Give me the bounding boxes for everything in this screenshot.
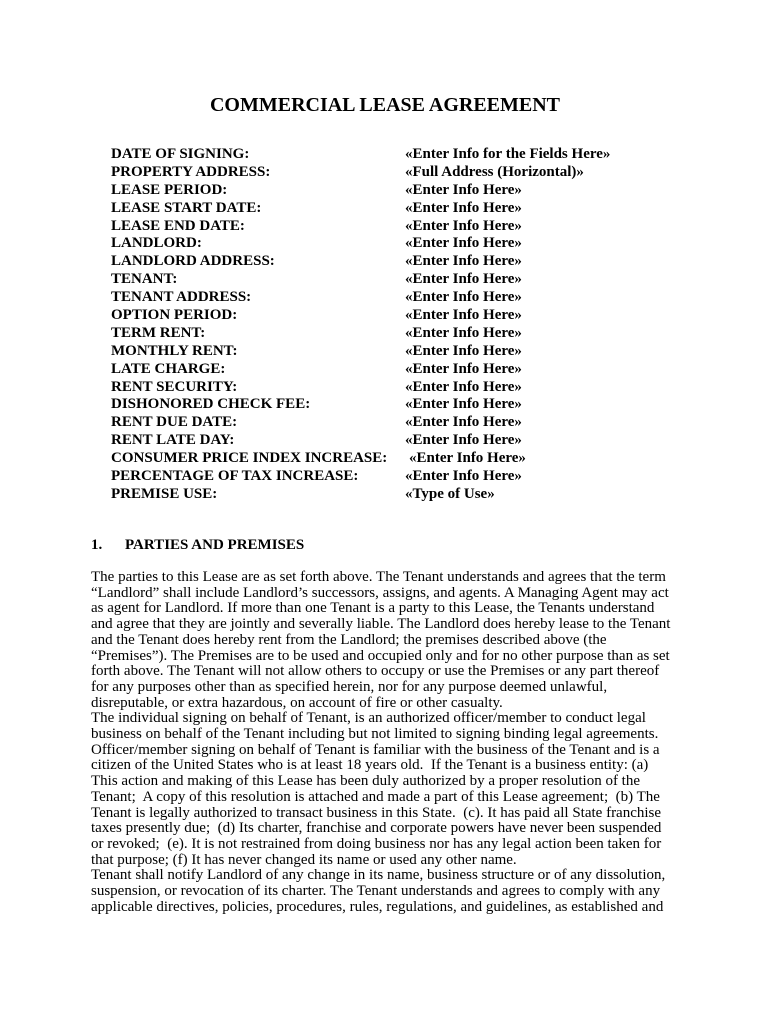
field-row-lease-end-date xyxy=(111,218,691,236)
field-row-lease-start-date xyxy=(111,200,691,218)
field-row-landlord-address xyxy=(111,253,691,271)
body-line: and the Tenant does hereby rent from the Landlord; the premises described above (the xyxy=(91,631,607,648)
body-line: and agree that they are jointly and severally liable. The Landlord does hereby lease to the Tenant xyxy=(91,616,671,633)
premise-use-value: «Type of Use» xyxy=(405,485,495,502)
body-line: that purpose; (f) It has never changed its name or used any other name. xyxy=(91,851,517,868)
body-line: applicable directives, policies, procedures, rules, regulations, and guidelines, as established and xyxy=(91,898,664,915)
field-row-lease-period xyxy=(111,182,691,200)
tenant-label: TENANT: xyxy=(111,271,178,288)
premise-use-label: PREMISE USE: xyxy=(111,485,218,502)
body-line: Tenant; A copy of this resolution is attached and made a part of this Lease agreement; (b) The xyxy=(91,788,660,805)
field-row-rent-security xyxy=(111,379,691,397)
body-line: for any purposes other than as specified herein, nor for any purpose deemed unlawful, xyxy=(91,678,608,695)
rent-late-day-label: RENT LATE DAY: xyxy=(111,432,235,449)
field-row-late-charge xyxy=(111,361,691,379)
consumer-price-index-increase-value: «Enter Info Here» xyxy=(409,450,526,467)
term-rent-label: TERM RENT: xyxy=(111,324,206,341)
date-of-signing-label: DATE OF SIGNING: xyxy=(111,146,250,162)
field-row-term-rent xyxy=(111,325,691,343)
section-1-heading xyxy=(91,536,411,554)
field-row-monthly-rent xyxy=(111,343,691,361)
body-line: Tenant shall notify Landlord of any change in its name, business structure or of any dissolution, xyxy=(91,867,666,884)
body-line: taxes presently due; (d) Its charter, franchise and corporate powers have never been suspended xyxy=(91,820,662,837)
tenant-address-label: TENANT ADDRESS: xyxy=(111,289,252,306)
field-row-landlord xyxy=(111,235,691,253)
lease-period-label: LEASE PERIOD: xyxy=(111,181,228,198)
body-line: suspension, or revocation of its charter. The Tenant understands and agrees to comply with any xyxy=(91,883,661,900)
lease-fields-list xyxy=(111,146,691,504)
field-row-premise-use xyxy=(111,486,691,504)
body-line: as agent for Landlord. If more than one Tenant is a party to this Lease, the Tenants understand xyxy=(91,600,655,617)
rent-security-label: RENT SECURITY: xyxy=(111,378,238,395)
landlord-address-value: «Enter Info Here» xyxy=(405,253,522,270)
rent-due-date-label: RENT DUE DATE: xyxy=(111,414,238,431)
option-period-label: OPTION PERIOD: xyxy=(111,307,238,324)
section-number: 1. xyxy=(91,537,103,553)
section-title: PARTIES AND PREMISES xyxy=(125,537,305,553)
dishonored-check-fee-value: «Enter Info Here» xyxy=(405,396,522,413)
field-row-option-period xyxy=(111,307,691,325)
tenant-value: «Enter Info Here» xyxy=(405,271,522,288)
field-row-dishonored-check-fee xyxy=(111,396,691,414)
body-line: or revoked; (e). It is not restrained from doing business nor has any legal action been taken for xyxy=(91,835,662,852)
landlord-address-label: LANDLORD ADDRESS: xyxy=(111,253,275,270)
body-line: “Premises”). The Premises are to be used and occupied only and for no other purpose than as set xyxy=(91,647,670,664)
body-line: Tenant is legally authorized to transact business in this State. (c). It has paid all State franchise xyxy=(91,804,662,821)
date-of-signing-value: «Enter Info for the Fields Here» xyxy=(405,146,611,162)
field-row-consumer-price-index-increase xyxy=(111,450,691,468)
field-row-tenant-address xyxy=(111,289,691,307)
document-title: COMMERCIAL LEASE AGREEMENT xyxy=(209,94,561,116)
monthly-rent-label: MONTHLY RENT: xyxy=(111,342,238,359)
lease-end-date-value: «Enter Info Here» xyxy=(405,217,522,234)
body-line: “Landlord” shall include Landlord’s successors, assigns, and agents. A Managing Agent may act xyxy=(91,584,669,601)
late-charge-value: «Enter Info Here» xyxy=(405,360,522,377)
field-row-percentage-of-tax-increase xyxy=(111,468,691,486)
field-row-rent-due-date xyxy=(111,414,691,432)
field-row-rent-late-day xyxy=(111,432,691,450)
term-rent-value: «Enter Info Here» xyxy=(405,324,522,341)
lease-end-date-label: LEASE END DATE: xyxy=(111,217,245,234)
body-line: disreputable, or extra hazardous, on account of fire or other casualty. xyxy=(91,694,503,711)
landlord-label: LANDLORD: xyxy=(111,235,202,252)
percentage-of-tax-increase-label: PERCENTAGE OF TAX INCREASE: xyxy=(111,468,359,485)
rent-late-day-value: «Enter Info Here» xyxy=(405,432,522,449)
body-line: citizen of the United States who is at least 18 years old. If the Tenant is a business entity: (a) xyxy=(91,757,649,774)
section-1-body xyxy=(91,570,751,915)
monthly-rent-value: «Enter Info Here» xyxy=(405,342,522,359)
lease-start-date-label: LEASE START DATE: xyxy=(111,199,262,216)
property-address-value: «Full Address (Horizontal)» xyxy=(405,163,584,180)
late-charge-label: LATE CHARGE: xyxy=(111,360,226,377)
field-row-tenant xyxy=(111,271,691,289)
property-address-label: PROPERTY ADDRESS: xyxy=(111,163,271,180)
option-period-value: «Enter Info Here» xyxy=(405,307,522,324)
field-row-property-address xyxy=(111,164,691,182)
consumer-price-index-increase-label: CONSUMER PRICE INDEX INCREASE: xyxy=(111,450,388,467)
lease-start-date-value: «Enter Info Here» xyxy=(405,199,522,216)
tenant-address-value: «Enter Info Here» xyxy=(405,289,522,306)
dishonored-check-fee-label: DISHONORED CHECK FEE: xyxy=(111,396,311,413)
rent-security-value: «Enter Info Here» xyxy=(405,378,522,395)
field-row-date-of-signing xyxy=(111,146,691,164)
body-line: The individual signing on behalf of Tenant, is an authorized officer/member to conduct legal xyxy=(91,710,646,727)
lease-period-value: «Enter Info Here» xyxy=(405,181,522,198)
rent-due-date-value: «Enter Info Here» xyxy=(405,414,522,431)
body-line: forth above. The Tenant will not allow others to occupy or use the Premises or any part thereof xyxy=(91,663,660,680)
body-line: business on behalf of the Tenant including but not limited to signing binding legal agreements. xyxy=(91,726,659,743)
landlord-value: «Enter Info Here» xyxy=(405,235,522,252)
percentage-of-tax-increase-value: «Enter Info Here» xyxy=(405,468,522,485)
body-line: The parties to this Lease are as set forth above. The Tenant understands and agrees that the term xyxy=(91,569,666,585)
body-line: Officer/member signing on behalf of Tenant is familiar with the business of the Tenant and is a xyxy=(91,741,660,758)
body-line: This action and making of this Lease has been duly authorized by a proper resolution of the xyxy=(91,773,641,790)
